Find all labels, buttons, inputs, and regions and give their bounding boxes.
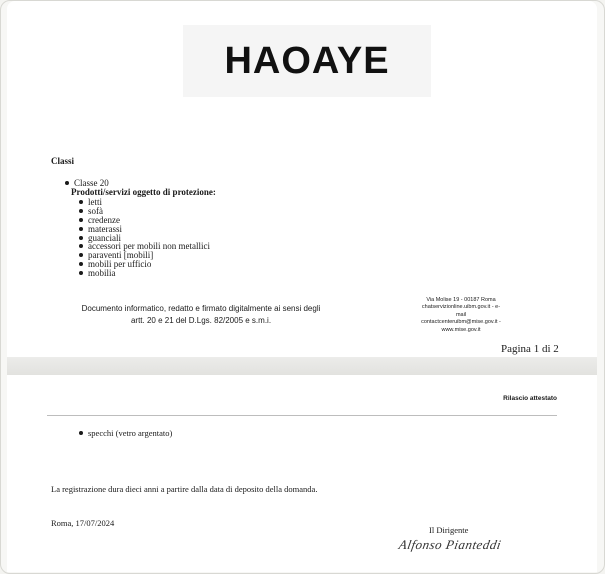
handwritten-signature: Alfonso Pianteddi [397,537,503,552]
list-item: guanciali [79,234,210,243]
products-list [79,198,210,278]
document-page-2 [7,375,597,572]
bullet-icon [79,262,83,266]
page-number: Pagina 1 di 2 [501,343,559,355]
bullet-icon [79,271,83,275]
bullet-icon [79,227,83,231]
logo-text: HAOAYE [224,39,390,82]
list-item: specchi (vetro argentato) [79,428,172,438]
legal-notice-line: Documento informatico, redatto e firmato digitalmente ai sensi degli [81,304,321,313]
bullet-icon [79,209,83,213]
contact-line: Via Molise 19 - 00187 Roma [426,297,496,303]
list-item: mobili per ufficio [79,260,210,269]
legal-notice-line: artt. 20 e 21 del D.Lgs. 82/2005 e s.m.i. [130,316,272,325]
trademark-logo [183,25,431,97]
list-item: letti [79,198,210,207]
bullet-icon [65,181,69,185]
list-item: mobilia [79,269,210,278]
list-item: materassi [79,225,210,234]
list-item: credenze [79,216,210,225]
products-heading: Prodotti/servizi oggetto di protezione: [71,187,216,197]
page-header-label: Rilascio attestato [503,395,557,402]
contact-line: contactcenteruibm@mise.gov.it - [421,319,501,326]
page-separator [7,357,597,375]
classes-heading: Classi [51,156,75,166]
list-item: accessori per mobili non metallici [79,242,210,251]
bullet-icon [79,200,83,204]
office-contacts [391,297,531,334]
contact-line: chatservizionline.uibm.gov.it - e- [421,304,501,311]
bullet-icon [79,253,83,257]
legal-notice [51,303,351,327]
list-item: sofà [79,207,210,216]
class-label-text: Classe 20 [74,178,109,188]
bullet-icon [79,244,83,248]
document-page-1 [7,1,597,357]
bullet-icon [79,431,83,435]
signer-title: Il Dirigente [429,525,469,535]
header-divider [47,415,557,416]
registration-duration-text: La registrazione dura dieci anni a partire dalla data di deposito della domanda. [51,484,318,494]
bullet-icon [79,236,83,240]
list-item: paraventi [mobili] [79,251,210,260]
bullet-icon [79,218,83,222]
contact-line: mail [455,311,467,318]
contact-line: www.mise.gov.it [441,326,481,333]
issue-date: Roma, 17/07/2024 [51,518,115,528]
